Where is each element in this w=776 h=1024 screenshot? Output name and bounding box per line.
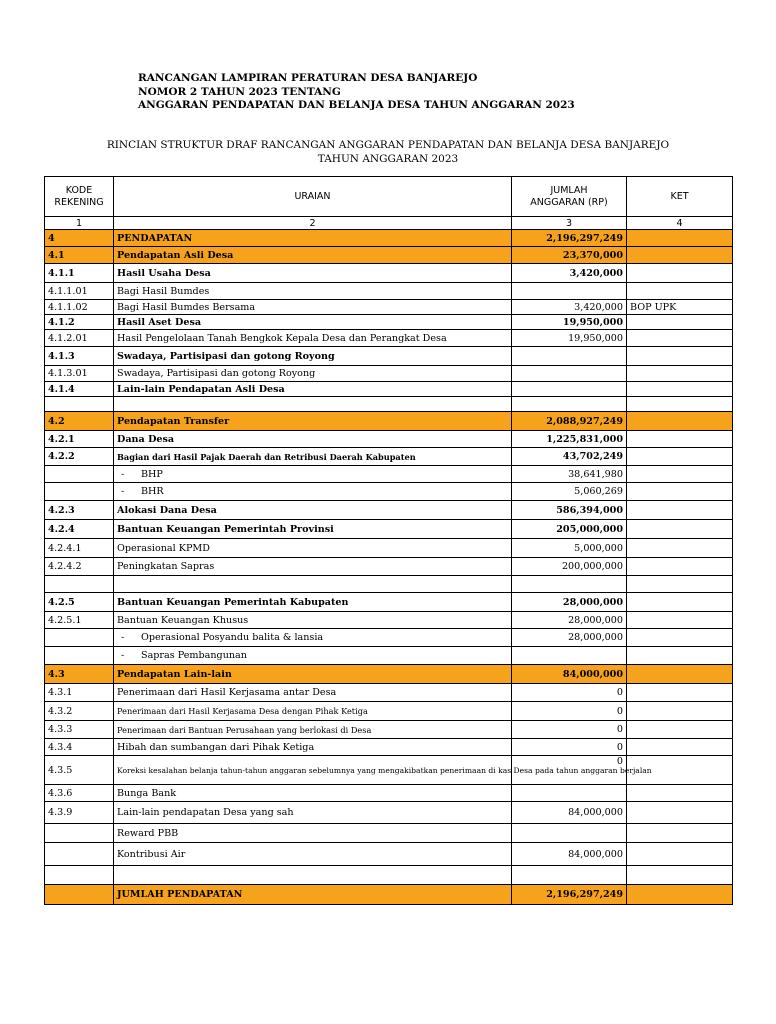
- kode-cell: 4.3: [45, 665, 114, 684]
- kode-cell: 4.3.5: [45, 756, 114, 785]
- jumlah-cell: [512, 785, 627, 802]
- kode-cell: [45, 647, 114, 665]
- uraian-cell: Swadaya, Partisipasi dan gotong Royong: [114, 347, 512, 366]
- table-row: [45, 756, 733, 785]
- subtitle-line-1: RINCIAN STRUKTUR DRAF RANCANGAN ANGGARAN PENDAPATAN DAN BELANJA DESA BANJAREJO: [106, 139, 670, 151]
- uraian-cell: Lain-lain pendapatan Desa yang sah: [114, 802, 512, 824]
- kode-cell: 4.2.4.1: [45, 539, 114, 558]
- table-row: [45, 501, 733, 520]
- kode-cell: 4.2.5.1: [45, 612, 114, 629]
- jumlah-cell: 19,950,000: [512, 315, 627, 330]
- header-line-3: ANGGARAN PENDAPATAN DAN BELANJA DESA TAHUN ANGGARAN 2023: [138, 99, 575, 111]
- col-number: 4: [627, 217, 733, 230]
- ket-cell: [627, 315, 733, 330]
- table-row: [45, 247, 733, 264]
- jumlah-cell: 2,196,297,249: [512, 885, 627, 905]
- kode-cell: 4.3.9: [45, 802, 114, 824]
- jumlah-cell: [512, 824, 627, 843]
- ket-cell: [627, 612, 733, 629]
- jumlah-cell: 28,000,000: [512, 593, 627, 612]
- col-header-jumlah: JUMLAH ANGGARAN (RP): [512, 177, 627, 217]
- uraian-cell: Hibah dan sumbangan dari Pihak Ketiga: [114, 739, 512, 756]
- ket-cell: [627, 647, 733, 665]
- ket-cell: [627, 466, 733, 483]
- kode-cell: 4.2: [45, 412, 114, 431]
- ket-cell: [627, 283, 733, 300]
- jumlah-cell: 3,420,000: [512, 264, 627, 283]
- kode-cell: 4.1.1.02: [45, 300, 114, 315]
- ket-cell: [627, 347, 733, 366]
- ket-cell: [627, 412, 733, 431]
- jumlah-cell: 0: [512, 702, 627, 721]
- table-row: [45, 739, 733, 756]
- kode-cell: 4.2.5: [45, 593, 114, 612]
- header-line-1: RANCANGAN LAMPIRAN PERATURAN DESA BANJAREJO: [138, 72, 478, 84]
- ket-cell: [627, 739, 733, 756]
- kode-cell: [45, 843, 114, 866]
- uraian-cell: Hasil Pengelolaan Tanah Bengkok Kepala Desa dan Perangkat Desa: [114, 330, 512, 347]
- uraian-cell: Lain-lain Pendapatan Asli Desa: [114, 382, 512, 397]
- uraian-text: Operasional Posyandu balita & lansia: [141, 632, 324, 643]
- jumlah-cell: 0: [512, 721, 627, 739]
- jumlah-cell: 2,196,297,249: [512, 230, 627, 247]
- bullet-dash: -: [121, 650, 125, 661]
- table-row: [45, 412, 733, 431]
- table-row: [45, 431, 733, 448]
- uraian-cell: Bantuan Keuangan Pemerintah Provinsi: [114, 520, 512, 539]
- ket-cell: [627, 785, 733, 802]
- uraian-cell: Pendapatan Lain-lain: [114, 665, 512, 684]
- jumlah-cell: 19,950,000: [512, 330, 627, 347]
- ket-cell: [627, 448, 733, 466]
- uraian-cell: [114, 647, 512, 665]
- uraian-cell: JUMLAH PENDAPATAN: [114, 885, 512, 905]
- uraian-cell: Penerimaan dari Bantuan Perusahaan yang berlokasi di Desa: [114, 721, 512, 739]
- kode-cell: 4.2.4.2: [45, 558, 114, 576]
- ket-cell: [627, 843, 733, 866]
- ket-cell: [627, 330, 733, 347]
- jumlah-cell: 205,000,000: [512, 520, 627, 539]
- document-header: [138, 72, 575, 113]
- uraian-cell: [114, 629, 512, 647]
- kode-cell: 4.3.4: [45, 739, 114, 756]
- table-row: [45, 283, 733, 300]
- kode-cell: 4.3.2: [45, 702, 114, 721]
- uraian-cell: Dana Desa: [114, 431, 512, 448]
- table-row: [45, 366, 733, 382]
- jumlah-cell: 28,000,000: [512, 612, 627, 629]
- ket-cell: [627, 629, 733, 647]
- uraian-cell: Kontribusi Air: [114, 843, 512, 866]
- col-header-ket: KET: [627, 177, 733, 217]
- jumlah-cell: 0: [512, 684, 627, 702]
- table-row: [45, 702, 733, 721]
- uraian-cell: Hasil Aset Desa: [114, 315, 512, 330]
- kode-cell: 4.1.2: [45, 315, 114, 330]
- col-number: 1: [45, 217, 114, 230]
- ket-cell: [627, 366, 733, 382]
- ket-cell: [627, 520, 733, 539]
- uraian-cell: Bagian dari Hasil Pajak Daerah dan Retribusi Daerah Kabupaten: [114, 448, 512, 466]
- jumlah-cell: 586,394,000: [512, 501, 627, 520]
- table-row: [45, 647, 733, 665]
- table-row: [45, 300, 733, 315]
- budget-table: [44, 176, 733, 905]
- table-row: [45, 824, 733, 843]
- ket-cell: [627, 483, 733, 501]
- jumlah-cell: 5,000,000: [512, 539, 627, 558]
- table-row: [45, 802, 733, 824]
- jumlah-cell: [512, 347, 627, 366]
- table-row: [45, 483, 733, 501]
- ket-cell: [627, 885, 733, 905]
- jumlah-cell: [512, 382, 627, 397]
- jumlah-cell: [512, 647, 627, 665]
- header-line-2: NOMOR 2 TAHUN 2023 TENTANG: [138, 85, 341, 98]
- jumlah-cell: [512, 283, 627, 300]
- uraian-cell: Bagi Hasil Bumdes: [114, 283, 512, 300]
- kode-cell: 4.1.2.01: [45, 330, 114, 347]
- table-row: [45, 347, 733, 366]
- table-row: [45, 684, 733, 702]
- subtitle-line-2: TAHUN ANGGARAN 2023: [317, 153, 459, 165]
- jumlah-cell: 43,702,249: [512, 448, 627, 466]
- uraian-cell: Bagi Hasil Bumdes Bersama: [114, 300, 512, 315]
- col-header-uraian: URAIAN: [114, 177, 512, 217]
- kode-cell: 4.3.3: [45, 721, 114, 739]
- kode-cell: 4.2.2: [45, 448, 114, 466]
- kode-cell: [45, 824, 114, 843]
- table-row: [45, 448, 733, 466]
- uraian-cell: Koreksi kesalahan belanja tahun-tahun anggaran sebelumnya yang mengakibatkan penerimaan di kas Desa pada tahun anggaran berjalan: [114, 756, 512, 785]
- table-row: [45, 785, 733, 802]
- jumlah-cell: 84,000,000: [512, 665, 627, 684]
- uraian-cell: Bantuan Keuangan Pemerintah Kabupaten: [114, 593, 512, 612]
- kode-cell: 4: [45, 230, 114, 247]
- uraian-cell: Penerimaan dari Hasil Kerjasama Desa dengan Pihak Ketiga: [114, 702, 512, 721]
- ket-cell: [627, 558, 733, 576]
- uraian-cell: Pendapatan Asli Desa: [114, 247, 512, 264]
- ket-cell: [627, 382, 733, 397]
- jumlah-cell: 0: [512, 739, 627, 756]
- uraian-cell: Bantuan Keuangan Khusus: [114, 612, 512, 629]
- kode-cell: [45, 885, 114, 905]
- table-body: [45, 230, 733, 905]
- ket-cell: [627, 702, 733, 721]
- jumlah-cell: 2,088,927,249: [512, 412, 627, 431]
- uraian-text: BHP: [141, 468, 163, 480]
- kode-cell: [45, 466, 114, 483]
- ket-cell: [627, 593, 733, 612]
- jumlah-cell: 84,000,000: [512, 802, 627, 824]
- ket-cell: [627, 539, 733, 558]
- bullet-dash: -: [121, 468, 125, 480]
- ket-cell: [627, 247, 733, 264]
- ket-cell: [627, 501, 733, 520]
- kode-cell: [45, 483, 114, 501]
- uraian-text: BHR: [141, 486, 164, 497]
- table-row: [45, 315, 733, 330]
- kode-cell: 4.1.3.01: [45, 366, 114, 382]
- kode-cell: 4.3.6: [45, 785, 114, 802]
- ket-cell: [627, 824, 733, 843]
- kode-cell: 4.3.1: [45, 684, 114, 702]
- bullet-dash: -: [121, 486, 125, 497]
- kode-cell: 4.1.3: [45, 347, 114, 366]
- uraian-cell: [114, 483, 512, 501]
- kode-cell: 4.1.1.01: [45, 283, 114, 300]
- document-subtitle: [0, 138, 776, 166]
- jumlah-cell: 28,000,000: [512, 629, 627, 647]
- uraian-cell: [114, 466, 512, 483]
- ket-cell: [627, 431, 733, 448]
- table-row: [45, 539, 733, 558]
- kode-cell: 4.1: [45, 247, 114, 264]
- spacer-row: [45, 397, 733, 412]
- kode-cell: 4.1.1: [45, 264, 114, 283]
- ket-cell: [627, 684, 733, 702]
- kode-cell: 4.1.4: [45, 382, 114, 397]
- uraian-cell: Alokasi Dana Desa: [114, 501, 512, 520]
- jumlah-cell: 200,000,000: [512, 558, 627, 576]
- table-row: [45, 721, 733, 739]
- table-row: [45, 885, 733, 905]
- uraian-cell: Reward PBB: [114, 824, 512, 843]
- uraian-cell: Bunga Bank: [114, 785, 512, 802]
- table-row: [45, 665, 733, 684]
- table-row: [45, 843, 733, 866]
- ket-cell: [627, 264, 733, 283]
- jumlah-cell: 5,060,269: [512, 483, 627, 501]
- ket-cell: [627, 721, 733, 739]
- table-row: [45, 629, 733, 647]
- table-row: [45, 593, 733, 612]
- ket-cell: [627, 802, 733, 824]
- jumlah-cell: 0: [512, 756, 627, 785]
- kode-cell: 4.2.4: [45, 520, 114, 539]
- jumlah-cell: 84,000,000: [512, 843, 627, 866]
- spacer-row: [45, 576, 733, 593]
- table-row: [45, 330, 733, 347]
- kode-cell: [45, 629, 114, 647]
- kode-cell: 4.2.3: [45, 501, 114, 520]
- table-row: [45, 264, 733, 283]
- uraian-cell: Hasil Usaha Desa: [114, 264, 512, 283]
- table-row: [45, 520, 733, 539]
- col-number: 3: [512, 217, 627, 230]
- kode-cell: 4.2.1: [45, 431, 114, 448]
- jumlah-cell: 3,420,000: [512, 300, 627, 315]
- spacer-row: [45, 866, 733, 885]
- table-header-row: [45, 177, 733, 217]
- uraian-text: Sapras Pembangunan: [141, 650, 247, 661]
- uraian-cell: Pendapatan Transfer: [114, 412, 512, 431]
- column-number-row: [45, 217, 733, 230]
- table-row: [45, 612, 733, 629]
- jumlah-cell: [512, 366, 627, 382]
- ket-cell: [627, 230, 733, 247]
- table-row: [45, 466, 733, 483]
- uraian-cell: Penerimaan dari Hasil Kerjasama antar Desa: [114, 684, 512, 702]
- table-row: [45, 230, 733, 247]
- col-header-kode: KODE REKENING: [45, 177, 114, 217]
- uraian-cell: Swadaya, Partisipasi dan gotong Royong: [114, 366, 512, 382]
- ket-cell: [627, 665, 733, 684]
- table-row: [45, 382, 733, 397]
- ket-cell: BOP UPK: [627, 300, 733, 315]
- table-row: [45, 558, 733, 576]
- uraian-cell: Peningkatan Sapras: [114, 558, 512, 576]
- uraian-cell: Operasional KPMD: [114, 539, 512, 558]
- bullet-dash: -: [121, 632, 125, 643]
- col-number: 2: [114, 217, 512, 230]
- uraian-cell: PENDAPATAN: [114, 230, 512, 247]
- jumlah-cell: 1,225,831,000: [512, 431, 627, 448]
- jumlah-cell: 38,641,980: [512, 466, 627, 483]
- jumlah-cell: 23,370,000: [512, 247, 627, 264]
